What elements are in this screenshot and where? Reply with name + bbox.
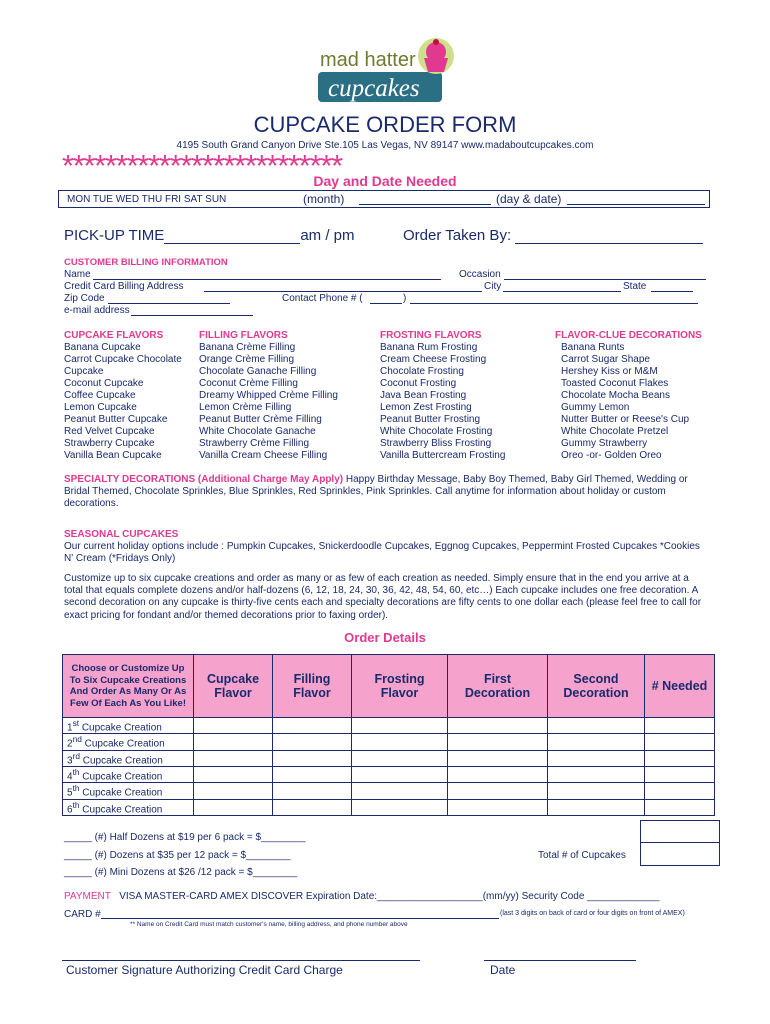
row-label: 2nd Cupcake Creation <box>63 734 194 750</box>
order-table <box>62 654 715 816</box>
logo-line1: mad hatter <box>320 49 416 71</box>
list-item: Peanut Butter Crème Filling <box>199 414 322 425</box>
card-address-label: Credit Card Billing Address <box>64 281 184 292</box>
list-item: Carrot Sugar Shape <box>561 354 650 365</box>
zip-field[interactable] <box>108 293 230 304</box>
column-header-second-decoration: Second Decoration <box>548 655 645 718</box>
decorations-column <box>555 330 702 462</box>
pickup-time-field[interactable] <box>164 229 300 244</box>
dozen-line[interactable]: _____ (#) Dozens at $35 per 12 pack = $________ <box>64 850 291 861</box>
filling-flavor-cell[interactable] <box>273 799 352 815</box>
list-item: Peanut Butter Frosting <box>380 414 481 425</box>
cupcake-flavors-heading: CUPCAKE FLAVORS <box>64 330 164 341</box>
row-label: 1st Cupcake Creation <box>63 718 194 734</box>
state-field[interactable] <box>651 281 693 292</box>
filling-flavor-cell[interactable] <box>273 750 352 766</box>
column-header-frosting-flavor: Frosting Flavor <box>352 655 448 718</box>
number-needed-cell[interactable] <box>645 766 715 782</box>
row-label: 6th Cupcake Creation <box>63 799 194 815</box>
number-needed-cell[interactable] <box>645 718 715 734</box>
pickup-time <box>64 227 355 244</box>
payment-label: PAYMENT <box>64 891 111 902</box>
filling-flavor-cell[interactable] <box>273 734 352 750</box>
list-item: Peanut Butter Cupcake <box>64 414 168 425</box>
list-item: Chocolate Ganache Filling <box>199 366 317 377</box>
list-item: Vanilla Buttercream Frosting <box>380 450 506 461</box>
state-label: State <box>623 281 647 292</box>
list-item: Gummy Lemon <box>561 402 630 413</box>
list-item: Coffee Cupcake <box>64 390 136 401</box>
frosting-flavors-heading: FROSTING FLAVORS <box>380 330 482 341</box>
occasion-field[interactable] <box>504 269 706 280</box>
signature-label: Customer Signature Authorizing Credit Card Charge <box>66 963 343 977</box>
second-decoration-cell[interactable] <box>548 734 645 750</box>
date-line[interactable] <box>484 960 636 977</box>
list-item: Vanilla Cream Cheese Filling <box>199 450 328 461</box>
first-decoration-cell[interactable] <box>448 783 548 799</box>
list-item: Red Velvet Cupcake <box>64 426 155 437</box>
list-item: Chocolate Frosting <box>380 366 464 377</box>
specialty-heading: SPECIALTY DECORATIONS (Additional Charge May Apply) <box>64 474 344 485</box>
list-item: Oreo -or- Golden Oreo <box>561 450 662 461</box>
row-label: 5th Cupcake Creation <box>63 783 194 799</box>
table-header-row <box>63 655 715 718</box>
city-field[interactable] <box>503 281 621 292</box>
list-item: Coconut Cupcake <box>64 378 144 389</box>
column-header-number-needed: # Needed <box>645 655 715 718</box>
specialty-text: Happy Birthday Message, Baby Boy Themed, Baby Girl Themed, Wedding or Bridal Themed, Chocolate Sprinkles, Blue Sprinkles, Red Sprinkles, Pink Sprinkles. Call anytime for information about holiday or custom decorations. <box>64 474 688 510</box>
list-item: Lemon Crème Filling <box>199 402 292 413</box>
list-item: Lemon Cupcake <box>64 402 137 413</box>
pickup-time-label: PICK-UP TIME <box>64 227 165 244</box>
second-decoration-cell[interactable] <box>548 783 645 799</box>
frosting-flavor-cell[interactable] <box>352 799 448 815</box>
list-item: Banana Runts <box>561 342 625 353</box>
row-label: 4th Cupcake Creation <box>63 766 194 782</box>
name-field[interactable] <box>93 269 441 280</box>
list-item: Java Bean Frosting <box>380 390 467 401</box>
table-row <box>63 783 715 799</box>
decorations-heading: FLAVOR-CLUE DECORATIONS <box>555 330 702 341</box>
name-label: Name <box>64 269 91 280</box>
cupcake-flavors-column <box>64 330 182 462</box>
day-date-label: (day & date) <box>496 192 562 206</box>
list-item: Dreamy Whipped Crème Filling <box>199 390 338 401</box>
filling-flavor-cell[interactable] <box>273 766 352 782</box>
filling-flavors-heading: FILLING FLAVORS <box>199 330 288 341</box>
list-item: White Chocolate Frosting <box>380 426 493 437</box>
column-header-first-decoration: First Decoration <box>448 655 548 718</box>
filling-flavor-cell[interactable] <box>273 718 352 734</box>
list-item: Orange Crème Filling <box>199 354 295 365</box>
card-number-label: CARD # <box>64 909 101 920</box>
frosting-flavor-cell[interactable] <box>352 766 448 782</box>
column-header-cupcake-flavor: Cupcake Flavor <box>194 655 273 718</box>
cupcake-flavor-cell[interactable] <box>194 734 273 750</box>
signature-line[interactable] <box>62 960 420 977</box>
second-decoration-cell[interactable] <box>548 799 645 815</box>
filling-flavor-cell[interactable] <box>273 783 352 799</box>
phone-close-paren: ) <box>403 293 407 304</box>
list-item: Banana Crème Filling <box>199 342 296 353</box>
email-label: e-mail address <box>64 305 130 316</box>
zip-label: Zip Code <box>64 293 105 304</box>
order-taken-by-label: Order Taken By: <box>403 227 512 244</box>
total-cupcakes-label: Total # of Cupcakes <box>538 850 626 861</box>
cupcake-flavor-cell[interactable] <box>194 718 273 734</box>
month-field[interactable] <box>359 193 491 205</box>
list-item: Gummy Strawberry <box>561 438 648 449</box>
list-item: White Chocolate Ganache <box>199 426 316 437</box>
cupcake-flavor-cell[interactable] <box>194 750 273 766</box>
cupcake-flavor-cell[interactable] <box>194 783 273 799</box>
table-row <box>63 734 715 750</box>
frosting-flavor-cell[interactable] <box>352 734 448 750</box>
number-needed-cell[interactable] <box>645 799 715 815</box>
payment-options[interactable]: VISA MASTER-CARD AMEX DISCOVER Expiration Date:___________________(mm/yy) Security Code _____________ <box>119 891 660 902</box>
table-row <box>63 750 715 766</box>
mad-hatter-cupcakes-logo <box>312 36 462 106</box>
second-decoration-cell[interactable] <box>548 750 645 766</box>
first-decoration-cell[interactable] <box>448 750 548 766</box>
second-decoration-cell[interactable] <box>548 766 645 782</box>
list-item: Chocolate Mocha Beans <box>561 390 670 401</box>
list-item: Banana Cupcake <box>64 342 141 353</box>
table-row <box>63 718 715 734</box>
first-decoration-cell[interactable] <box>448 799 548 815</box>
list-item: Lemon Zest Frosting <box>380 402 472 413</box>
list-item: Hershey Kiss or M&M <box>561 366 658 377</box>
weekday-options[interactable]: MON TUE WED THU FRI SAT SUN <box>67 194 227 205</box>
day-date-field[interactable] <box>567 193 705 205</box>
area-code-field[interactable] <box>370 293 402 304</box>
list-item: Banana Rum Frosting <box>380 342 478 353</box>
list-item: Cream Cheese Frosting <box>380 354 487 365</box>
phone-field[interactable] <box>410 293 698 304</box>
list-item: Strawberry Cupcake <box>64 438 155 449</box>
city-label: City <box>484 281 502 292</box>
email-field[interactable] <box>131 305 253 316</box>
table-row <box>63 766 715 782</box>
first-decoration-cell[interactable] <box>448 766 548 782</box>
first-decoration-cell[interactable] <box>448 718 548 734</box>
half-dozen-line[interactable]: _____ (#) Half Dozens at $19 per 6 pack = $________ <box>64 832 306 843</box>
number-needed-cell[interactable] <box>645 750 715 766</box>
mini-dozen-line[interactable]: _____ (#) Mini Dozens at $26 /12 pack = $________ <box>64 867 298 878</box>
filling-flavors-column <box>199 330 338 462</box>
logo-line2: cupcakes <box>328 75 420 102</box>
list-item: Toasted Coconut Flakes <box>561 378 669 389</box>
date-label: Date <box>490 963 516 977</box>
column-header-filling-flavor: Filling Flavor <box>273 655 352 718</box>
occasion-label: Occasion <box>459 269 501 280</box>
frosting-flavor-cell[interactable] <box>352 718 448 734</box>
seasonal-text: Our current holiday options include : Pumpkin Cupcakes, Snickerdoodle Cupcakes, Eggnog Cupcakes, Peppermint Frosted Cupcakes *Cookies N' Cream (*Fridays Only) <box>64 541 700 565</box>
order-taken-by-field[interactable] <box>515 229 703 244</box>
payment-line <box>64 891 660 902</box>
star-divider: ************************** <box>62 148 342 183</box>
day-date-row <box>58 190 710 208</box>
number-needed-cell[interactable] <box>645 734 715 750</box>
list-item: Strawberry Bliss Frosting <box>380 438 492 449</box>
frosting-flavors-column <box>380 330 505 462</box>
total-cupcakes-box[interactable] <box>640 820 720 866</box>
order-taken-by <box>403 227 703 244</box>
list-item: Carrot Cupcake Chocolate <box>64 354 182 365</box>
list-item: Vanilla Bean Cupcake <box>64 450 162 461</box>
row-label: 3rd Cupcake Creation <box>63 750 194 766</box>
day-date-heading: Day and Date Needed <box>313 173 457 189</box>
column-header-creation: Choose or Customize Up To Six Cupcake Creations And Order As Many Or As Few Of Each As You Like! <box>63 655 194 718</box>
store-address: 4195 South Grand Canyon Drive Ste.105 Las Vegas, NV 89147 www.madaboutcupcakes.com <box>176 140 594 151</box>
order-details-heading: Order Details <box>344 630 426 645</box>
cupcake-flavor-cell[interactable] <box>194 766 273 782</box>
customize-instructions: Customize up to six cupcake creations and order as many or as few of each creation as needed. Simply ensure that in the end you arrive at a total that equals complete dozens and/or half-dozens (6, 12, 18, 24, 30, 36, 42, 48, 54, 60, etc…) Each cupcake includes one free decoration. A second decoration on any cupcake is thirty-five cents each and specialty decorations are fifty cents to one dollar each (please feel free to call for exact pricing for fondant and/or themed decorations prior to faxing order). <box>64 573 702 621</box>
list-item: White Chocolate Pretzel <box>561 426 669 437</box>
table-row <box>63 799 715 815</box>
list-item: Strawberry Crème Filling <box>199 438 310 449</box>
seasonal-heading: SEASONAL CUPCAKES <box>64 529 179 540</box>
list-item: Cupcake <box>64 366 104 377</box>
phone-label: Contact Phone # ( <box>282 293 363 304</box>
am-pm-label: am / pm <box>300 227 355 244</box>
second-decoration-cell[interactable] <box>548 718 645 734</box>
billing-heading: CUSTOMER BILLING INFORMATION <box>64 257 228 268</box>
card-number-field[interactable] <box>101 908 499 919</box>
card-address-field[interactable] <box>204 281 482 292</box>
specialty-decorations <box>64 474 704 511</box>
month-label: (month) <box>303 192 345 206</box>
list-item: Nutter Butter or Reese's Cup <box>561 414 690 425</box>
first-decoration-cell[interactable] <box>448 734 548 750</box>
frosting-flavor-cell[interactable] <box>352 783 448 799</box>
frosting-flavor-cell[interactable] <box>352 750 448 766</box>
page-title: CUPCAKE ORDER FORM <box>253 112 517 137</box>
list-item: Coconut Frosting <box>380 378 457 389</box>
card-number-note: (last 3 digits on back of card or four digits on front of AMEX) <box>500 910 685 917</box>
list-item: Coconut Crème Filling <box>199 378 298 389</box>
card-footnote: ** Name on Credit Card must match customer's name, billing address, and phone number above <box>130 921 408 928</box>
cupcake-flavor-cell[interactable] <box>194 799 273 815</box>
number-needed-cell[interactable] <box>645 783 715 799</box>
